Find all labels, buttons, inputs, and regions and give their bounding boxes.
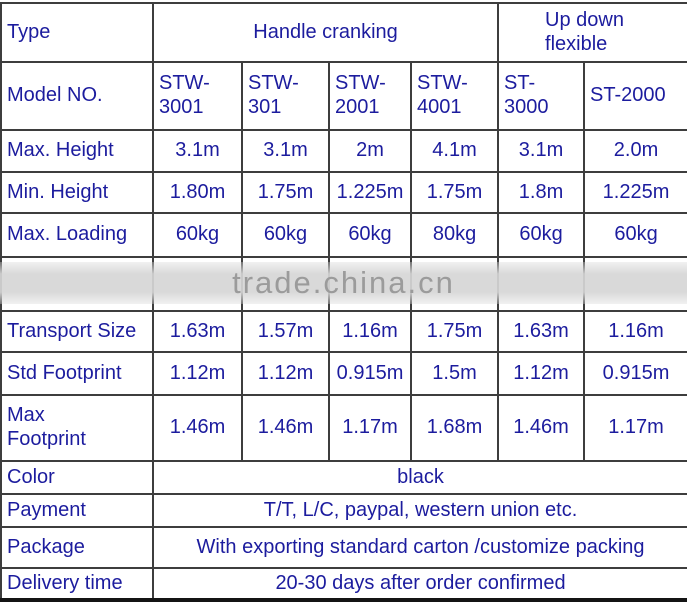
delivery-time-row [1,568,687,600]
info-value-cell: black [153,461,687,494]
std-footprint-row [1,352,687,395]
model-cell: STW-3001 [153,62,242,130]
spec-cell: 2.0m [584,130,687,172]
row-label: Min. Height [1,172,153,213]
model-cell: STW-301 [242,62,329,130]
spec-cell: 1.57m [242,311,329,352]
row-label [1,395,153,461]
spec-cell: 1.16m [584,311,687,352]
min-height-row [1,172,687,213]
spec-cell: 0.915m [584,352,687,395]
spec-cell: 60kg [242,213,329,257]
group-handle-cranking: Handle cranking [153,3,498,62]
spec-cell: 1.225m [329,172,411,213]
header-row [1,3,687,62]
spec-cell: 1.12m [498,352,584,395]
spec-cell: 3.1m [498,130,584,172]
model-row [1,62,687,130]
max-height-row [1,130,687,172]
row-label: Max. Height [1,130,153,172]
color-row [1,461,687,494]
spec-cell: 1.75m [411,172,498,213]
payment-row [1,494,687,527]
spec-cell: 60kg [329,213,411,257]
row-label: Std Footprint [1,352,153,395]
transport-size-row [1,311,687,352]
spec-cell: 3.1m [153,130,242,172]
spec-cell: 0.915m [329,352,411,395]
max-footprint-row [1,395,687,461]
spec-cell: 4.1m [411,130,498,172]
model-cell: STW-4001 [411,62,498,130]
spec-cell: 1.63m [498,311,584,352]
spec-cell: 1.46m [498,395,584,461]
spec-cell: 1.80m [153,172,242,213]
spec-cell: 1.46m [153,395,242,461]
type-label: Type [1,3,153,62]
spec-cell: 1.12m [242,352,329,395]
row-label: Color [1,461,153,494]
spec-cell: 1.17m [329,395,411,461]
spec-cell: 1.68m [411,395,498,461]
info-value-cell: T/T, L/C, paypal, western union etc. [153,494,687,527]
spec-cell: 80kg [411,213,498,257]
model-cell: ST-2000 [584,62,687,130]
info-value-cell: With exporting standard carton /customize packing [153,527,687,568]
row-label: Max. Loading [1,213,153,257]
spec-cell: 1.225m [584,172,687,213]
spec-cell: 60kg [498,213,584,257]
max-loading-row [1,213,687,257]
spec-cell: 1.12m [153,352,242,395]
spec-cell: 1.17m [584,395,687,461]
spec-cell: 1.5m [411,352,498,395]
info-value-cell: 20-30 days after order confirmed [153,568,687,600]
spec-cell: 60kg [584,213,687,257]
max-footprint-label-text: Max Footprint [7,404,86,450]
watermark-band [0,262,687,304]
model-cell: STW-2001 [329,62,411,130]
spec-cell: 1.8m [498,172,584,213]
spec-cell: 1.75m [411,311,498,352]
spec-cell: 1.46m [242,395,329,461]
model-no-label: Model NO. [1,62,153,130]
row-label: Payment [1,494,153,527]
spec-cell: 2m [329,130,411,172]
row-label: Delivery time [1,568,153,600]
spec-cell: 1.63m [153,311,242,352]
spec-cell: 60kg [153,213,242,257]
group-up-down-flexible-text: Up down flexible [545,8,624,55]
spec-cell: 1.16m [329,311,411,352]
group-up-down-flexible [498,3,687,62]
spec-cell: 1.75m [242,172,329,213]
package-row [1,527,687,568]
row-label: Package [1,527,153,568]
spec-cell: 3.1m [242,130,329,172]
model-cell: ST-3000 [498,62,584,130]
row-label: Transport Size [1,311,153,352]
watermark-text: trade.china.cn [232,265,455,300]
